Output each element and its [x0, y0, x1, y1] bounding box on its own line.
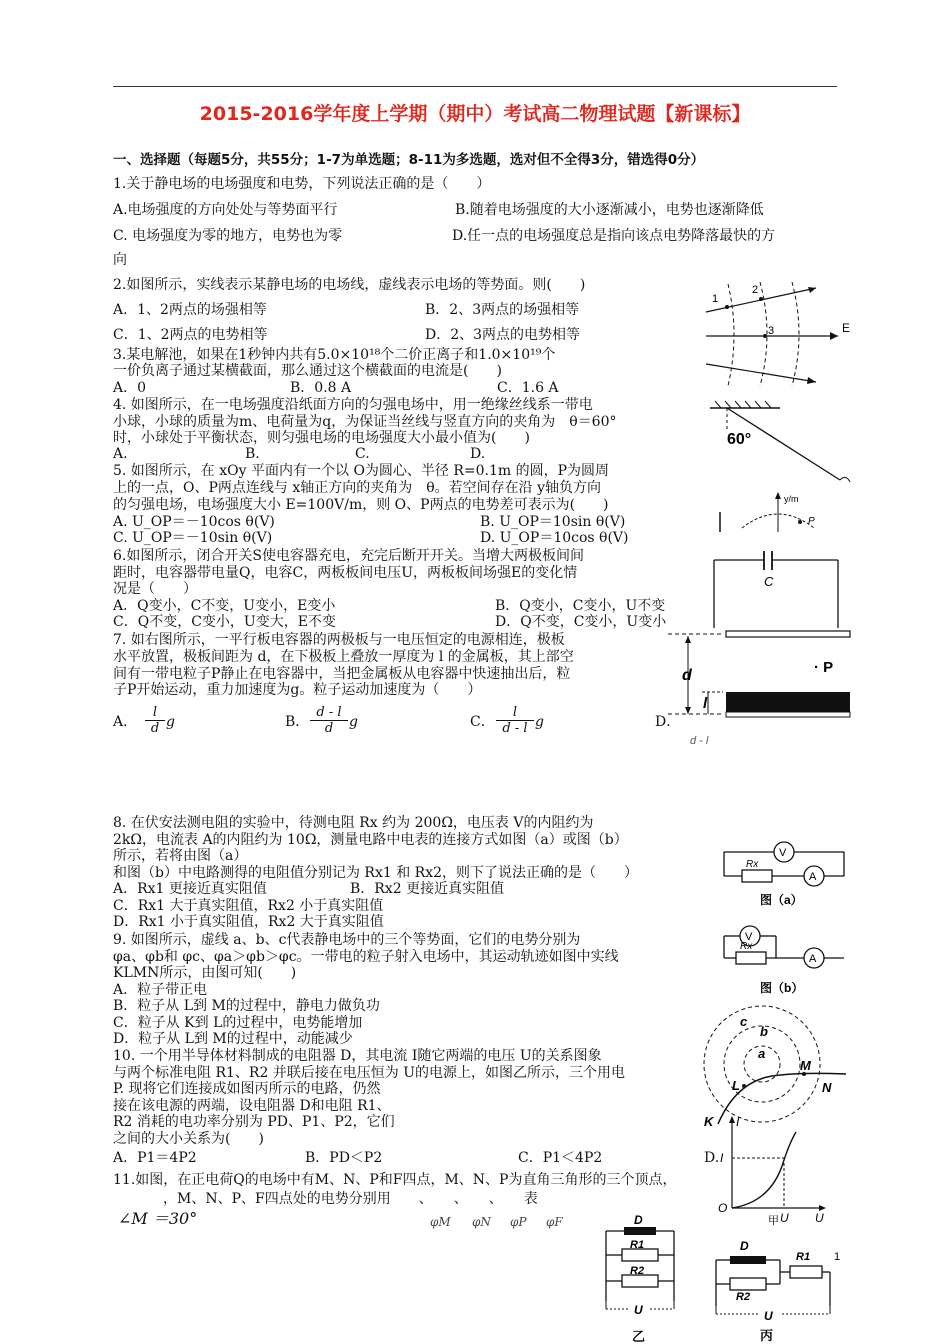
q7-line1: 7. 如右图所示，一平行板电容器的两极板与一电压恒定的电源相连，极板 — [113, 632, 565, 648]
q9-label-k: K — [704, 1114, 714, 1129]
q2-option-a: A．1、2两点的场强相等 — [113, 302, 267, 318]
q5-circle-figure — [712, 490, 832, 535]
q11-line1: 11.如图，在正电荷Q的电场中有M、N、P和F四点，M、N、P为直角三角形的三个顶点， — [113, 1172, 677, 1188]
q6-line2: 距时，电容器带电量Q，电容C，两板板间电压U，两板板间场强E的变化情 — [113, 565, 578, 581]
q10-bing-r1: R1 — [796, 1251, 811, 1263]
q9-line1: 9. 如图所示，虚线 a、b、c代表静电场中的三个等势面，它们的电势分别为 — [113, 932, 581, 948]
q9-label-a: a — [758, 1046, 766, 1061]
q8a-caption: 图（a） — [760, 893, 803, 907]
q4-line2: 小球，小球的质量为m、电荷量为q，为保证当丝线与竖直方向的夹角为 θ＝60° — [113, 414, 617, 430]
q3-option-a: A．0 — [113, 380, 147, 396]
q2-option-b: B．2、3两点的场强相等 — [425, 302, 580, 318]
q9-label-m: M — [800, 1058, 811, 1073]
q9-line3: KLMN所示，由图可知( ) — [113, 965, 297, 981]
q10-option-a: A．P1＝4P2 — [113, 1150, 197, 1166]
q5-option-c: C. U_OP＝－10sin θ(V) — [113, 530, 273, 546]
q9-label-n: N — [822, 1080, 832, 1095]
q9-option-a: A．粒子带正电 — [113, 982, 208, 998]
q8-line4: 和图（b）中电路测得的电阻值分别记为 Rx1 和 Rx2，则下了说法正确的是（ ） — [113, 865, 638, 881]
q6-option-a: A．Q变小，C不变，U变小，E变小 — [113, 598, 336, 614]
q10-bing-d: D — [740, 1239, 749, 1253]
q8-line3: 所示，若将由图（a） — [113, 848, 248, 864]
q10-option-c: C．P1＜4P2 — [518, 1150, 603, 1166]
q8b-rx-label: Rx — [740, 941, 753, 952]
q7-fraction-c-den: d - l — [502, 721, 528, 736]
q2-label-e: E — [842, 321, 851, 335]
q7-option-a: A． — [113, 714, 138, 730]
q8b-v-label: V — [745, 931, 753, 943]
q11-phi-n: φN — [472, 1215, 491, 1229]
q10-yi-d: D — [634, 1213, 643, 1227]
q10-axis-u: U — [815, 1211, 824, 1225]
q1-option-c: C. 电场强度为零的地方，电势也为零 — [113, 228, 343, 244]
q2-label-1: 1 — [712, 293, 719, 305]
q5-line3: 的匀强电场，电场强度大小 E=100V/m，则 O、P两点的电势差可表示为( ) — [113, 497, 609, 513]
q8-circuit-a-figure — [720, 832, 850, 912]
q8-option-d: D．Rx1 小于真实阻值，Rx2 大于真实阻值 — [113, 914, 384, 930]
q7-line4: 子P开始运动，重力加速度为g。粒子运动加速度为（ ） — [113, 682, 482, 698]
q9-label-c: c — [740, 1014, 748, 1029]
q9-line2: φa、φb和 φc、φa＞φb＞φc。一带电的粒子射入电场中，其运动轨迹如图中实线 — [113, 949, 619, 965]
q4-option-d: D. — [470, 446, 486, 462]
q7-option-c: C． — [470, 714, 495, 730]
q1-option-a: A.电场强度的方向处处与等势面平行 — [113, 202, 338, 218]
q7-option-d: D． — [655, 714, 681, 730]
q2-option-d: D．2、3两点的电势相等 — [425, 327, 581, 343]
q8a-v-label: V — [779, 847, 787, 859]
q7-cut-label: d - l — [690, 735, 709, 747]
q2-label-3: 3 — [768, 325, 775, 337]
q4-angle-label: 60° — [727, 431, 752, 448]
q10-yi-r1: R1 — [630, 1239, 645, 1251]
q10-yi-u: U — [634, 1303, 643, 1317]
q8-circuit-b-figure — [720, 922, 850, 1000]
q7-fraction-a — [145, 705, 165, 736]
q10-line2: 与两个标准电阻 R1、R2 并联后接在电压恒为 U的电源上，如图乙所示，三个用电 — [113, 1065, 626, 1081]
q9-option-b: B．粒子从 L到 M的过程中，静电力做负功 — [113, 998, 380, 1014]
q1-option-b: B.随着电场强度的大小逐渐减小，电势也逐渐降低 — [455, 202, 764, 218]
q10-circuit-bing — [710, 1230, 850, 1342]
q9-option-d: D．粒子从 L到 M的过程中，动能减少 — [113, 1031, 353, 1047]
q1-option-d-cont: 向 — [113, 252, 127, 268]
q9-option-c: C．粒子从 K到 L的过程中，电势能增加 — [113, 1015, 363, 1031]
q10-tick-u: U — [780, 1211, 789, 1225]
q2-stem: 2.如图所示，实线表示某静电场的电场线，虚线表示电场的等势面。则( ) — [113, 277, 586, 293]
q7-l-label: l — [703, 695, 708, 712]
section-heading: 一、选择题（每题5分，共55分；1-7为单选题；8-11为多选题，选对但不全得3分，错选得0分） — [113, 152, 705, 168]
q11-phi-f: φF — [546, 1215, 563, 1229]
q7-option-b: B． — [285, 714, 310, 730]
q5-p-label: P — [808, 516, 815, 527]
q10-caption-bing: 丙 — [760, 1328, 774, 1343]
q10-bing-u: U — [764, 1309, 773, 1323]
q7-fraction-b-den: d — [324, 721, 334, 736]
q10-circuit-yi — [600, 1215, 684, 1343]
q4-pendulum-figure — [705, 398, 855, 488]
q5-option-a: A. U_OP＝－10cos θ(V) — [113, 514, 275, 530]
q4-line3: 时，小球处于平衡状态，则匀强电场的电场强度大小最小值为( ) — [113, 430, 530, 446]
q7-g-b: g — [349, 714, 358, 730]
q5-option-b: B. U_OP＝10sin θ(V) — [480, 514, 626, 530]
q8-option-a: A．Rx1 更接近真实阻值 — [113, 881, 267, 897]
q10-line1: 10. 一个用半导体材料制成的电阻器 D，其电流 I随它两端的电压 U的关系图象 — [113, 1048, 602, 1064]
q10-line6: 之间的大小关系为( ) — [113, 1131, 264, 1147]
q2-option-c: C．1、2两点的电势相等 — [113, 327, 268, 343]
page-title: 2015-2016学年度上学期（期中）考试高二物理试题【新课标】 — [199, 103, 751, 125]
q10-line3: P. 现将它们连接成如图丙所示的电路，仍然 — [113, 1081, 381, 1097]
q5-line1: 5. 如图所示，在 xOy 平面内有一个以 O为圆心、半径 R=0.1m 的圆，P为圆周 — [113, 463, 610, 479]
q8-line1: 8. 在伏安法测电阻的实验中，待测电阻 Rx 约为 200Ω，电压表 V的内阻约为 — [113, 815, 594, 831]
q7-g-c: g — [535, 714, 544, 730]
q9-label-l: L — [732, 1078, 740, 1093]
q7-fraction-b-num: d - l — [310, 705, 348, 721]
q10-option-b: B．PD＜P2 — [305, 1150, 383, 1166]
header-rule — [113, 86, 837, 87]
q7-p-label: · P — [814, 659, 834, 676]
q11-phi-p: φP — [510, 1215, 527, 1229]
q10-tick-i: I — [720, 1151, 724, 1165]
q7-plates-figure — [668, 622, 858, 747]
q10-option-d: D. — [704, 1150, 720, 1166]
q8a-rx-label: Rx — [746, 859, 759, 870]
q3-line1: 3.某电解池，如果在1秒钟内共有5.0×10¹⁸个二价正离子和1.0×10¹⁹个 — [113, 347, 556, 363]
q10-axis-i: I — [736, 1115, 740, 1129]
q8b-a-label: A — [809, 953, 817, 965]
q6-option-c: C．Q不变，C变小，U变大，E不变 — [113, 614, 336, 630]
q11-line2: ，M、N、P、F四点处的电势分别用 、 、 、 表 — [163, 1191, 538, 1207]
q7-d-label: d — [682, 667, 692, 684]
q3-line2: 一价负离子通过某横截面，那么通过这个横截面的电流是( ) — [113, 363, 502, 379]
q10-iu-graph — [712, 1112, 842, 1227]
q10-bing-r2: R2 — [736, 1291, 751, 1303]
q10-caption-jia: 甲 — [768, 1215, 779, 1227]
q7-line3: 间有一带电粒子P静止在电容器中，当把金属板从电容器中快速抽出后，粒 — [113, 666, 571, 682]
q10-yi-r2: R2 — [630, 1265, 645, 1277]
q4-option-c: C. — [355, 446, 370, 462]
q6-c-label: C — [764, 574, 774, 589]
q5-option-d: D. U_OP＝10cos θ(V) — [480, 530, 629, 546]
q3-option-b: B．0.8 A — [290, 380, 352, 396]
q7-fraction-c — [496, 705, 534, 736]
q6-capacitor-figure — [706, 548, 846, 633]
q1-option-d: D.任一点的电场强度总是指向该点电势降落最快的方 — [452, 228, 776, 244]
q7-g-a: g — [166, 714, 175, 730]
q10-origin: O — [718, 1201, 728, 1215]
q10-line4: 接在该电源的两端，设电阻器 D和电阻 R1、 — [113, 1098, 391, 1114]
q6-option-b: B．Q变小，C变小，U不变 — [495, 598, 666, 614]
q7-fraction-b — [310, 705, 348, 736]
q7-fraction-a-den: d — [150, 721, 160, 736]
q4-option-a: A. — [113, 446, 128, 462]
q9-label-b: b — [760, 1024, 768, 1039]
q8b-caption: 图（b） — [760, 981, 804, 995]
q3-option-c: C．1.6 A — [497, 380, 559, 396]
q2-label-2: 2 — [752, 284, 759, 296]
q5-y-label: y/m — [784, 494, 799, 504]
q7-line2: 水平放置，极板间距为 d，在下极板上叠放一厚度为 l 的金属板，其上部空 — [113, 649, 574, 665]
q8-line2: 2kΩ，电流表 A的内阻约为 10Ω，测量电路中电表的连接方式如图（a）或图（b） — [113, 832, 628, 848]
q1-stem: 1.关于静电场的电场强度和电势，下列说法正确的是（ ） — [113, 176, 491, 192]
q7-fraction-c-num: l — [496, 705, 534, 721]
q10-line5: R2 消耗的电功率分别为 PD、P1、P2，它们 — [113, 1114, 395, 1130]
q8-option-b: B．Rx2 更接近真实阻值 — [350, 881, 505, 897]
q6-option-d: D．Q不变，C变小，U变小 — [495, 614, 667, 630]
q4-option-b: B. — [245, 446, 260, 462]
q8a-a-label: A — [809, 871, 817, 883]
q2-field-line-figure — [700, 278, 860, 388]
q7-fraction-a-num: l — [145, 705, 165, 721]
q5-line2: 上的一点，O、P两点连线与 x轴正方向的夹角为 θ。若空间存在沿 y轴负方向 — [113, 480, 602, 496]
q6-line1: 6.如图所示，闭合开关S使电容器充电，充完后断开开关。当增大两极板间间 — [113, 548, 584, 564]
q10-bing-one: 1 — [834, 1251, 841, 1263]
q11-angle: ∠M ＝30° — [118, 1209, 198, 1228]
q11-phi-m: φM — [430, 1215, 451, 1229]
q8-option-c: C．Rx1 大于真实阻值，Rx2 小于真实阻值 — [113, 898, 384, 914]
q10-caption-yi: 乙 — [632, 1329, 646, 1344]
q4-line1: 4. 如图所示，在一电场强度沿纸面方向的匀强电场中，用一绝缘丝线系一带电 — [113, 397, 593, 413]
q6-line3: 况是（ ） — [113, 581, 197, 597]
